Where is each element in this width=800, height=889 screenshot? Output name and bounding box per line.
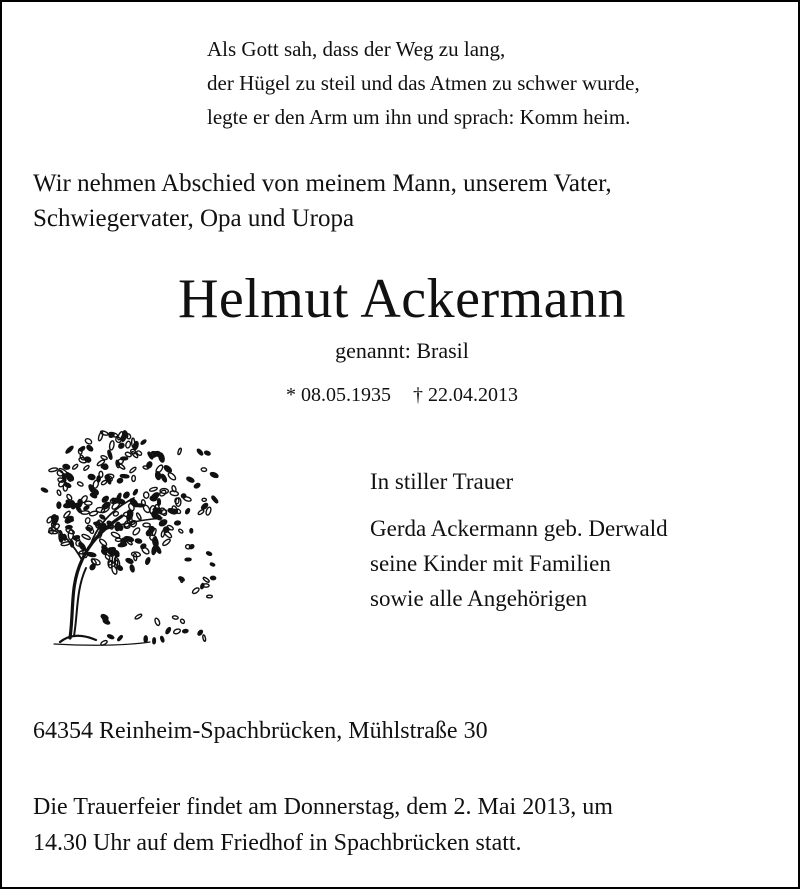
leaf [170, 490, 179, 496]
leaf [181, 494, 186, 499]
leaf [173, 628, 181, 635]
leaf [145, 557, 151, 565]
life-dates [2, 380, 800, 410]
leaf [202, 635, 206, 642]
leaf [197, 509, 204, 515]
leaf [203, 577, 210, 583]
leaf [146, 461, 153, 469]
leaf [70, 500, 76, 509]
leaf [132, 441, 139, 450]
leaf [99, 471, 103, 477]
deceased-name: Helmut Ackermann [177, 268, 627, 330]
leaf [136, 512, 142, 520]
leaf [204, 450, 211, 455]
leaf [178, 576, 185, 582]
leaf [88, 474, 96, 480]
leaf [87, 552, 97, 557]
leaf [57, 502, 61, 508]
leaf [100, 614, 109, 621]
leaf [85, 517, 91, 523]
leaf [160, 636, 164, 642]
leaf [192, 587, 200, 595]
leaf [135, 538, 142, 543]
mourner-line: sowie alle Angehörigen [370, 586, 588, 611]
leaf [65, 445, 74, 454]
windblown-tree-icon [30, 420, 220, 652]
poem-line: legte er den Arm um ihn und sprach: Komm heim. [207, 105, 631, 129]
leaf [49, 467, 58, 472]
leaf [77, 481, 84, 487]
leaf [185, 544, 191, 549]
leaf [134, 613, 142, 620]
leaf [165, 627, 171, 634]
leaf [201, 467, 207, 471]
leaf [180, 618, 186, 624]
leaf [115, 538, 121, 541]
leaf [190, 529, 193, 533]
leaf [117, 635, 123, 641]
leaf [120, 538, 126, 546]
leaf [150, 496, 157, 501]
leaf [125, 441, 131, 449]
leaf [155, 464, 164, 474]
service-line: Die Trauerfeier findet am Donnerstag, dem 2. Mai 2013, um [33, 794, 613, 820]
leaf [129, 466, 137, 473]
leaf [84, 456, 92, 463]
leaf [100, 430, 109, 436]
leaf [197, 629, 203, 635]
leaf [84, 438, 92, 445]
leaf [64, 515, 74, 524]
leaf [178, 529, 184, 534]
leaf [79, 446, 86, 452]
leaf [210, 472, 219, 479]
funeral-service-info [33, 789, 773, 861]
leaf [81, 511, 90, 515]
leaf [182, 629, 188, 633]
mourner-line: seine Kinder mit Familien [370, 551, 611, 576]
leaf [100, 455, 107, 460]
leaf [210, 576, 216, 580]
leaf [160, 474, 167, 483]
leaf [123, 491, 131, 499]
leaf [172, 615, 178, 619]
leaf [143, 492, 149, 499]
poem-line: der Hügel zu steil und das Atmen zu schwer wurde, [207, 71, 640, 95]
leaf [120, 474, 129, 478]
mourner-line: Gerda Ackermann geb. Derwald [370, 516, 668, 541]
leaf [132, 527, 141, 536]
leaf [86, 444, 94, 451]
leaf [92, 480, 99, 489]
leaf [200, 583, 204, 589]
farewell-intro [33, 166, 773, 236]
leaf [132, 475, 136, 481]
leaf [196, 448, 203, 455]
leaf [210, 562, 215, 566]
leaf [56, 490, 61, 496]
leaf [41, 487, 48, 493]
leaf [120, 434, 126, 442]
leaf [174, 521, 180, 526]
death-date: † 22.04.2013 [413, 384, 518, 406]
leaf [211, 495, 219, 503]
poem-line: Als Gott sah, dass der Weg zu lang, [207, 37, 506, 61]
leaf [177, 448, 182, 455]
birth-date: * 08.05.1935 [286, 384, 391, 406]
leaf [153, 638, 156, 644]
leaf [130, 564, 135, 572]
leaf [111, 531, 121, 539]
mourners-block [370, 464, 668, 616]
leaf [83, 465, 90, 471]
leaf [140, 439, 146, 445]
leaf [116, 458, 124, 466]
leaf [163, 464, 172, 473]
leaf [142, 504, 151, 514]
service-line: 14.30 Uhr auf dem Friedhof in Spachbrücken statt. [33, 830, 522, 856]
leaf [202, 498, 207, 501]
leaf [133, 489, 139, 496]
leaf [81, 533, 91, 540]
leaf [206, 551, 212, 556]
leaf [162, 538, 171, 546]
leaf [149, 487, 158, 492]
leaf [80, 495, 88, 504]
leaf [186, 476, 195, 483]
leaf [72, 464, 79, 471]
poem [207, 32, 640, 134]
leaf [185, 558, 191, 561]
mourning-heading: In stiller Trauer [370, 469, 514, 494]
leaf [194, 483, 201, 489]
leaf [109, 441, 115, 451]
intro-line: Wir nehmen Abschied von meinem Mann, unserem Vater, [33, 170, 612, 197]
leaf [185, 508, 191, 514]
intro-line: Schwiegervater, Opa und Uropa [33, 205, 355, 232]
leaf [125, 558, 133, 565]
leaf [143, 523, 151, 527]
leaf [144, 636, 147, 643]
leaf [117, 478, 124, 484]
leaf [107, 634, 114, 639]
leaf [143, 465, 149, 469]
deceased-nickname: genannt: Brasil [335, 338, 469, 363]
leaf [83, 505, 89, 511]
leaf [207, 595, 213, 598]
leaf [154, 618, 161, 627]
tree-foliage [41, 430, 219, 646]
family-address: 64354 Reinheim-Spachbrücken, Mühlstraße 30 [33, 718, 488, 744]
leaf [167, 472, 177, 481]
